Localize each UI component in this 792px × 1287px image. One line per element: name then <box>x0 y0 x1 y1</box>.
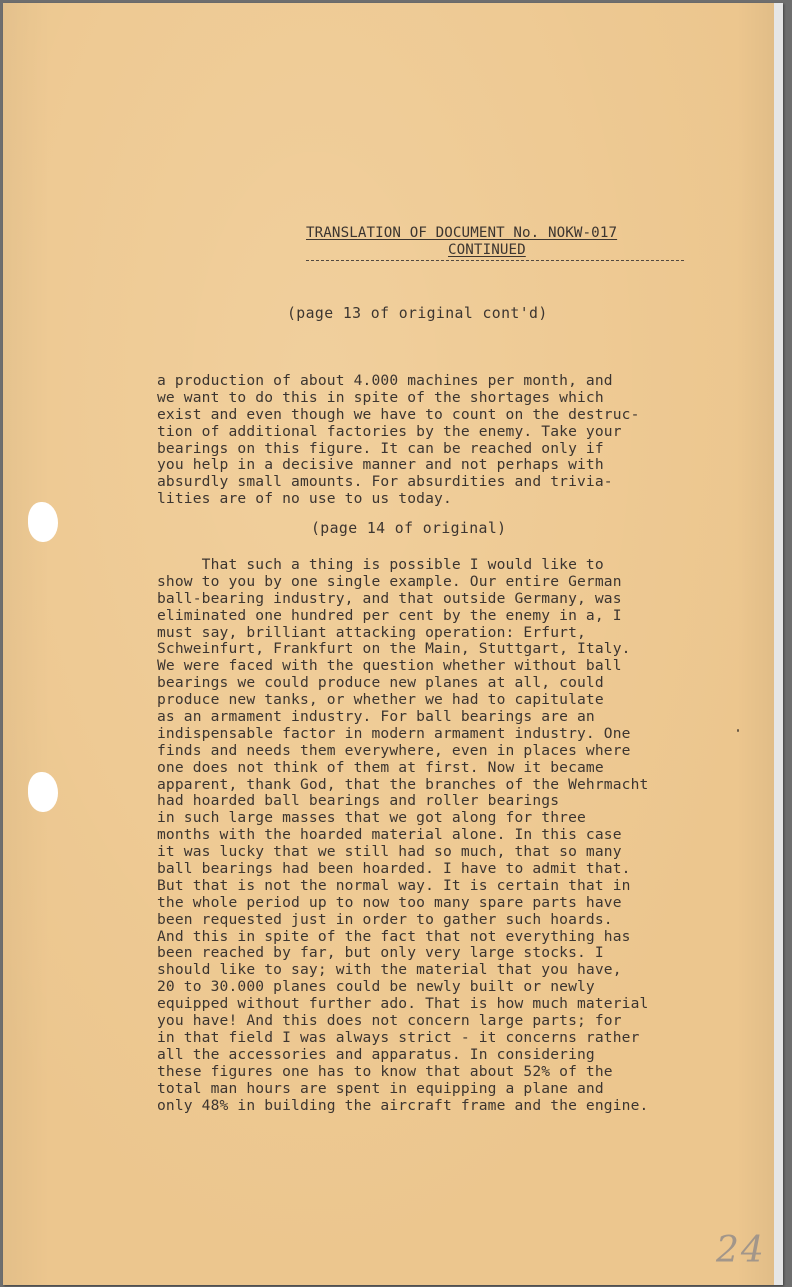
text-line: ball-bearing industry, and that outside Germany, was <box>157 589 622 607</box>
text-line: absurdly small amounts. For absurdities and trivia- <box>157 473 613 491</box>
heading-rule <box>306 258 684 261</box>
text-line: as an armament industry. For ball bearings are an <box>157 708 595 726</box>
text-line: months with the hoarded material alone. In this case <box>157 826 622 844</box>
page-reference-13: (page 13 of original cont'd) <box>287 305 548 322</box>
text-line: been reached by far, but only very large stocks. I <box>157 944 604 962</box>
text-line: finds and needs them everywhere, even in places where <box>157 741 631 759</box>
text-line: That such a thing is possible I would like to <box>157 556 604 573</box>
page-reference-14: (page 14 of original) <box>311 520 507 537</box>
text-line: equipped without further ado. That is how much material <box>157 995 649 1013</box>
text-line: these figures one has to know that about 52% of the <box>157 1062 613 1080</box>
text-line: we want to do this in spite of the shortages which <box>157 388 604 406</box>
text-line: Schweinfurt, Frankfurt on the Main, Stuttgart, Italy. <box>157 640 631 658</box>
text-line: eliminated one hundred per cent by the enemy in a, I <box>157 606 622 624</box>
text-line: ball bearings had been hoarded. I have to admit that. <box>157 860 631 878</box>
text-line: should like to say; with the material that you have, <box>157 961 622 979</box>
document-heading <box>306 225 617 259</box>
text-line: bearings on this figure. It can be reached only if <box>157 439 604 457</box>
text-line: the whole period up to now too many spare parts have <box>157 893 622 911</box>
page-edge <box>774 3 783 1285</box>
paragraph-1 <box>157 373 640 508</box>
text-line: had hoarded ball bearings and roller bearings <box>157 792 560 810</box>
text-line: tion of additional factories by the enemy. Take your <box>157 422 622 440</box>
text-line: in such large masses that we got along for three <box>157 809 586 827</box>
text-line: produce new tanks, or whether we had to capitulate <box>157 691 604 709</box>
text-line: must say, brilliant attacking operation: Erfurt, <box>157 623 586 641</box>
document-page <box>3 3 783 1285</box>
paragraph-2 <box>157 557 649 1114</box>
text-line: one does not think of them at first. Now it became <box>157 758 604 776</box>
text-line: apparent, thank God, that the branches of the Wehrmacht <box>157 775 649 793</box>
heading-line-1: TRANSLATION OF DOCUMENT No. NOKW-017 <box>306 225 618 241</box>
paper-speck <box>737 729 739 732</box>
heading-line-2: CONTINUED <box>448 242 526 258</box>
text-line: lities are of no use to us today. <box>157 490 452 508</box>
punch-hole-bottom <box>28 772 58 812</box>
text-line: 20 to 30.000 planes could be newly built or newly <box>157 978 595 996</box>
text-line: in that field I was always strict - it concerns rather <box>157 1028 640 1046</box>
text-line: show to you by one single example. Our entire German <box>157 572 622 590</box>
folio-number: 24 <box>716 1230 766 1271</box>
text-line: exist and even though we have to count on the destruc- <box>157 405 640 423</box>
text-line: you help in a decisive manner and not perhaps with <box>157 456 604 474</box>
text-line: you have! And this does not concern large parts; for <box>157 1012 622 1030</box>
text-line: bearings we could produce new planes at all, could <box>157 674 604 692</box>
text-line: it was lucky that we still had so much, that so many <box>157 843 622 861</box>
text-line: total man hours are spent in equipping a plane and <box>157 1079 604 1097</box>
text-line: been requested just in order to gather such hoards. <box>157 910 613 928</box>
text-line: indispensable factor in modern armament industry. One <box>157 724 631 742</box>
punch-hole-top <box>28 502 58 542</box>
text-line: only 48% in building the aircraft frame and the engine. <box>157 1096 649 1114</box>
text-line: We were faced with the question whether without ball <box>157 657 622 675</box>
text-line: a production of about 4.000 machines per month, and <box>157 372 613 389</box>
text-line: all the accessories and apparatus. In considering <box>157 1045 595 1063</box>
text-line: But that is not the normal way. It is certain that in <box>157 876 631 894</box>
text-line: And this in spite of the fact that not everything has <box>157 927 631 945</box>
